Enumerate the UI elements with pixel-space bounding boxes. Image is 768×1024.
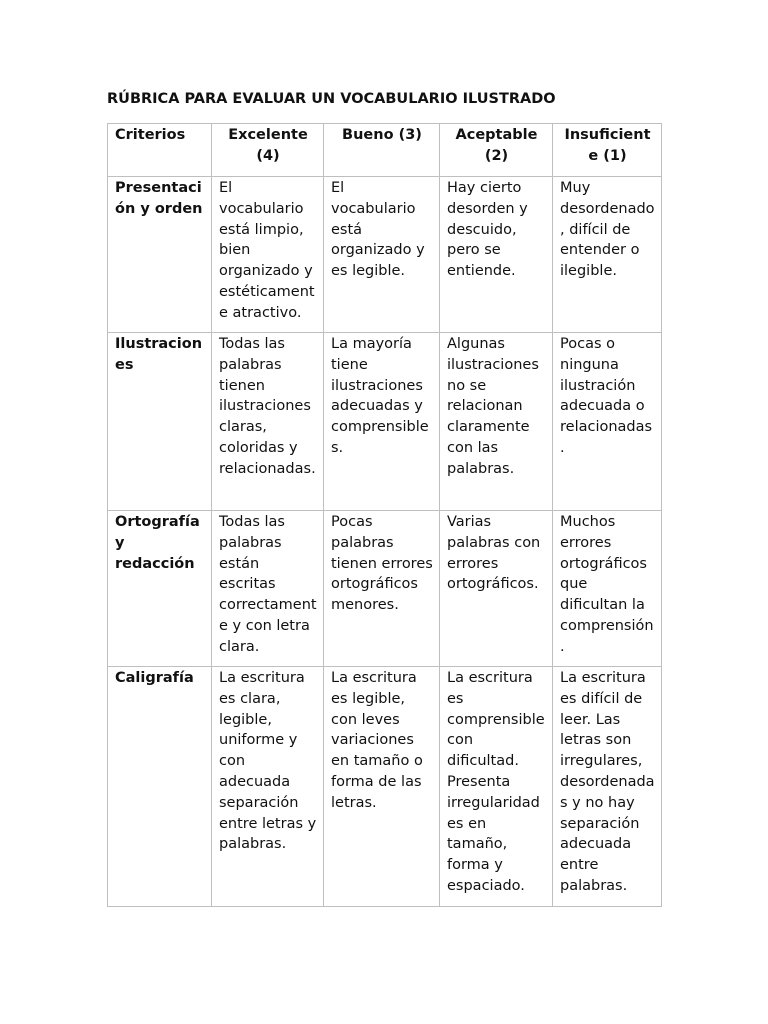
rubric-cell: La escritura es legible, con leves variaciones en tamaño o forma de las letras. — [324, 667, 440, 907]
rubric-cell: Pocas palabras tienen errores ortográficos menores. — [324, 511, 440, 667]
rubric-cell: La escritura es comprensible con dificultad. Presenta irregularidades en tamaño, forma y espaciado. — [440, 667, 553, 907]
criterion-cell: Ilustraciones — [108, 333, 212, 511]
rubric-cell: Varias palabras con errores ortográficos. — [440, 511, 553, 667]
criterion-cell: Ortografía y redacción — [108, 511, 212, 667]
rubric-cell: Hay cierto desorden y descuido, pero se entiende. — [440, 177, 553, 333]
rubric-cell: El vocabulario está organizado y es legible. — [324, 177, 440, 333]
table-row — [108, 511, 662, 667]
header-row — [108, 124, 662, 177]
rubric-cell: Muy desordenado, difícil de entender o ilegible. — [553, 177, 662, 333]
header-aceptable: Aceptable (2) — [440, 124, 553, 177]
rubric-cell: El vocabulario está limpio, bien organizado y estéticamente atractivo. — [212, 177, 324, 333]
criterion-cell: Presentación y orden — [108, 177, 212, 333]
table-row — [108, 333, 662, 511]
header-insuficiente: Insuficiente (1) — [553, 124, 662, 177]
rubric-cell: La escritura es clara, legible, uniforme y con adecuada separación entre letras y palabras. — [212, 667, 324, 907]
table-row — [108, 667, 662, 907]
table-row — [108, 177, 662, 333]
document-title: RÚBRICA PARA EVALUAR UN VOCABULARIO ILUSTRADO — [107, 91, 556, 107]
rubric-cell: Todas las palabras tienen ilustraciones claras, coloridas y relacionadas. — [212, 333, 324, 511]
rubric-table — [107, 123, 662, 907]
rubric-cell: La escritura es difícil de leer. Las letras son irregulares, desordenadas y no hay separación adecuada entre palabras. — [553, 667, 662, 907]
criterion-cell: Caligrafía — [108, 667, 212, 907]
header-bueno: Bueno (3) — [324, 124, 440, 177]
rubric-cell: Todas las palabras están escritas correctamente y con letra clara. — [212, 511, 324, 667]
rubric-cell: Pocas o ninguna ilustración adecuada o relacionadas. — [553, 333, 662, 511]
rubric-cell: La mayoría tiene ilustraciones adecuadas y comprensibles. — [324, 333, 440, 511]
header-criterios: Criterios — [108, 124, 212, 177]
rubric-cell: Muchos errores ortográficos que dificultan la comprensión. — [553, 511, 662, 667]
rubric-cell: Algunas ilustraciones no se relacionan claramente con las palabras. — [440, 333, 553, 511]
header-excelente: Excelente (4) — [212, 124, 324, 177]
